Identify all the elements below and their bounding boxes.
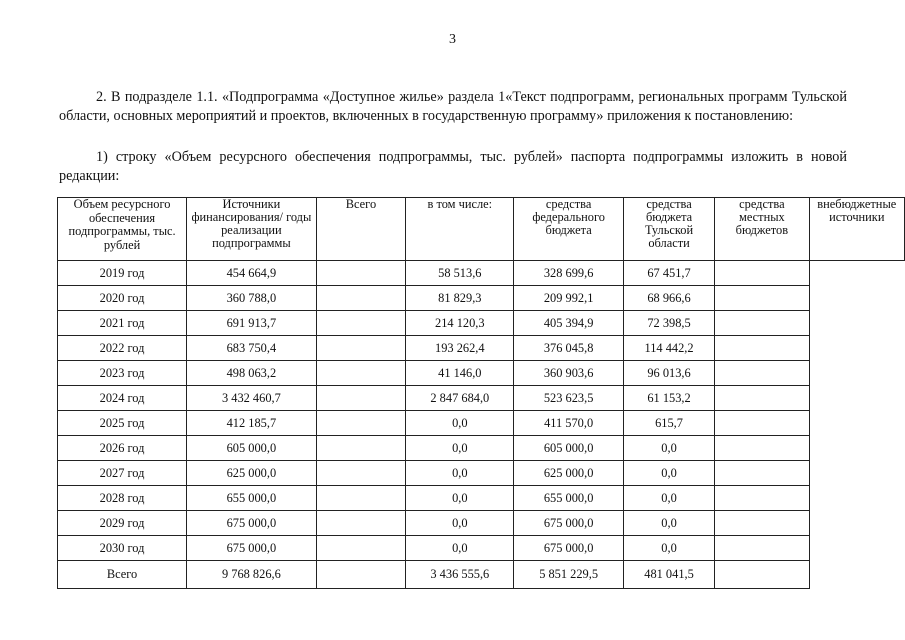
- table-row: [58, 336, 905, 361]
- table-header-row: [58, 198, 905, 261]
- year-cell: Всего: [58, 561, 187, 589]
- resource-table: [57, 197, 905, 589]
- year-cell: 2027 год: [58, 461, 187, 486]
- table-row: [58, 286, 905, 311]
- year-cell: 2021 год: [58, 311, 187, 336]
- regional-cell: 405 394,9: [514, 311, 624, 336]
- year-cell: 2028 год: [58, 486, 187, 511]
- table-row: [58, 261, 905, 286]
- total-cell: 675 000,0: [187, 536, 317, 561]
- local-cell: 481 041,5: [623, 561, 714, 589]
- including-cell: [316, 261, 406, 286]
- including-cell: [316, 411, 406, 436]
- including-cell: [316, 561, 406, 589]
- federal-cell: 0,0: [406, 486, 514, 511]
- federal-cell: 193 262,4: [406, 336, 514, 361]
- federal-cell: 3 436 555,6: [406, 561, 514, 589]
- total-cell: 498 063,2: [187, 361, 317, 386]
- extrabudgetary-cell: [715, 361, 809, 386]
- local-cell: 67 451,7: [623, 261, 714, 286]
- federal-cell: 81 829,3: [406, 286, 514, 311]
- table-row: [58, 511, 905, 536]
- extrabudgetary-cell: [715, 261, 809, 286]
- total-cell: 675 000,0: [187, 511, 317, 536]
- total-cell: 683 750,4: [187, 336, 317, 361]
- row-label-cell: Объем ресурсного обеспечения подпрограммы, тыс. рублей: [58, 198, 187, 261]
- total-cell: 9 768 826,6: [187, 561, 317, 589]
- regional-cell: 360 903,6: [514, 361, 624, 386]
- header-sources: Источники финансирования/ годы реализации подпрограммы: [187, 198, 317, 261]
- paragraph-2: [59, 148, 847, 186]
- extrabudgetary-cell: [715, 461, 809, 486]
- including-cell: [316, 286, 406, 311]
- federal-cell: 2 847 684,0: [406, 386, 514, 411]
- paragraph-1: [59, 88, 847, 126]
- header-total: Всего: [316, 198, 406, 261]
- page-number: 3: [449, 32, 456, 47]
- regional-cell: 328 699,6: [514, 261, 624, 286]
- year-cell: 2024 год: [58, 386, 187, 411]
- including-cell: [316, 511, 406, 536]
- federal-cell: 0,0: [406, 436, 514, 461]
- total-cell: 3 432 460,7: [187, 386, 317, 411]
- federal-cell: 0,0: [406, 536, 514, 561]
- extrabudgetary-cell: [715, 311, 809, 336]
- header-regional: средства бюджета Тульской области: [623, 198, 714, 261]
- header-local: средства местных бюджетов: [715, 198, 809, 261]
- extrabudgetary-cell: [715, 561, 809, 589]
- including-cell: [316, 311, 406, 336]
- extrabudgetary-cell: [715, 286, 809, 311]
- total-cell: 360 788,0: [187, 286, 317, 311]
- local-cell: 72 398,5: [623, 311, 714, 336]
- federal-cell: 0,0: [406, 411, 514, 436]
- total-cell: 412 185,7: [187, 411, 317, 436]
- table-row: [58, 411, 905, 436]
- total-cell: 655 000,0: [187, 486, 317, 511]
- local-cell: 61 153,2: [623, 386, 714, 411]
- table-row: [58, 311, 905, 336]
- extrabudgetary-cell: [715, 386, 809, 411]
- local-cell: 96 013,6: [623, 361, 714, 386]
- table-row: [58, 436, 905, 461]
- local-cell: 0,0: [623, 511, 714, 536]
- local-cell: 68 966,6: [623, 286, 714, 311]
- regional-cell: 523 623,5: [514, 386, 624, 411]
- table-row: [58, 486, 905, 511]
- total-cell: 605 000,0: [187, 436, 317, 461]
- local-cell: 0,0: [623, 461, 714, 486]
- regional-cell: 625 000,0: [514, 461, 624, 486]
- year-cell: 2029 год: [58, 511, 187, 536]
- regional-cell: 376 045,8: [514, 336, 624, 361]
- extrabudgetary-cell: [715, 411, 809, 436]
- extrabudgetary-cell: [715, 336, 809, 361]
- federal-cell: 41 146,0: [406, 361, 514, 386]
- including-cell: [316, 436, 406, 461]
- regional-cell: 655 000,0: [514, 486, 624, 511]
- year-cell: 2020 год: [58, 286, 187, 311]
- table-row: [58, 461, 905, 486]
- year-cell: 2022 год: [58, 336, 187, 361]
- local-cell: 0,0: [623, 486, 714, 511]
- local-cell: 0,0: [623, 536, 714, 561]
- federal-cell: 0,0: [406, 461, 514, 486]
- extrabudgetary-cell: [715, 436, 809, 461]
- header-extrabudgetary: внебюджетные источники: [809, 198, 904, 261]
- regional-cell: 675 000,0: [514, 511, 624, 536]
- year-cell: 2025 год: [58, 411, 187, 436]
- regional-cell: 5 851 229,5: [514, 561, 624, 589]
- regional-cell: 411 570,0: [514, 411, 624, 436]
- year-cell: 2023 год: [58, 361, 187, 386]
- including-cell: [316, 361, 406, 386]
- table-row: [58, 386, 905, 411]
- paragraph-1-text: 2. В подразделе 1.1. «Подпрограмма «Доступное жилье» раздела 1«Текст подпрограмм, региональных программ Тульской области, основных мероприятий и проектов, включенных в государственную программу» приложения к постановлению:: [59, 89, 847, 124]
- year-cell: 2026 год: [58, 436, 187, 461]
- including-cell: [316, 486, 406, 511]
- federal-cell: 58 513,6: [406, 261, 514, 286]
- year-cell: 2030 год: [58, 536, 187, 561]
- header-including: в том числе:: [406, 198, 514, 261]
- federal-cell: 214 120,3: [406, 311, 514, 336]
- table-row: [58, 361, 905, 386]
- table-row: [58, 561, 905, 589]
- local-cell: 615,7: [623, 411, 714, 436]
- local-cell: 0,0: [623, 436, 714, 461]
- regional-cell: 209 992,1: [514, 286, 624, 311]
- including-cell: [316, 461, 406, 486]
- federal-cell: 0,0: [406, 511, 514, 536]
- local-cell: 114 442,2: [623, 336, 714, 361]
- total-cell: 691 913,7: [187, 311, 317, 336]
- regional-cell: 675 000,0: [514, 536, 624, 561]
- regional-cell: 605 000,0: [514, 436, 624, 461]
- header-federal: средства федерального бюджета: [514, 198, 624, 261]
- extrabudgetary-cell: [715, 536, 809, 561]
- total-cell: 454 664,9: [187, 261, 317, 286]
- paragraph-2-text: 1) строку «Объем ресурсного обеспечения подпрограммы, тыс. рублей» паспорта подпрограммы изложить в новой редакции:: [59, 149, 847, 184]
- including-cell: [316, 336, 406, 361]
- year-cell: 2019 год: [58, 261, 187, 286]
- total-cell: 625 000,0: [187, 461, 317, 486]
- table-row: [58, 536, 905, 561]
- extrabudgetary-cell: [715, 511, 809, 536]
- extrabudgetary-cell: [715, 486, 809, 511]
- including-cell: [316, 536, 406, 561]
- including-cell: [316, 386, 406, 411]
